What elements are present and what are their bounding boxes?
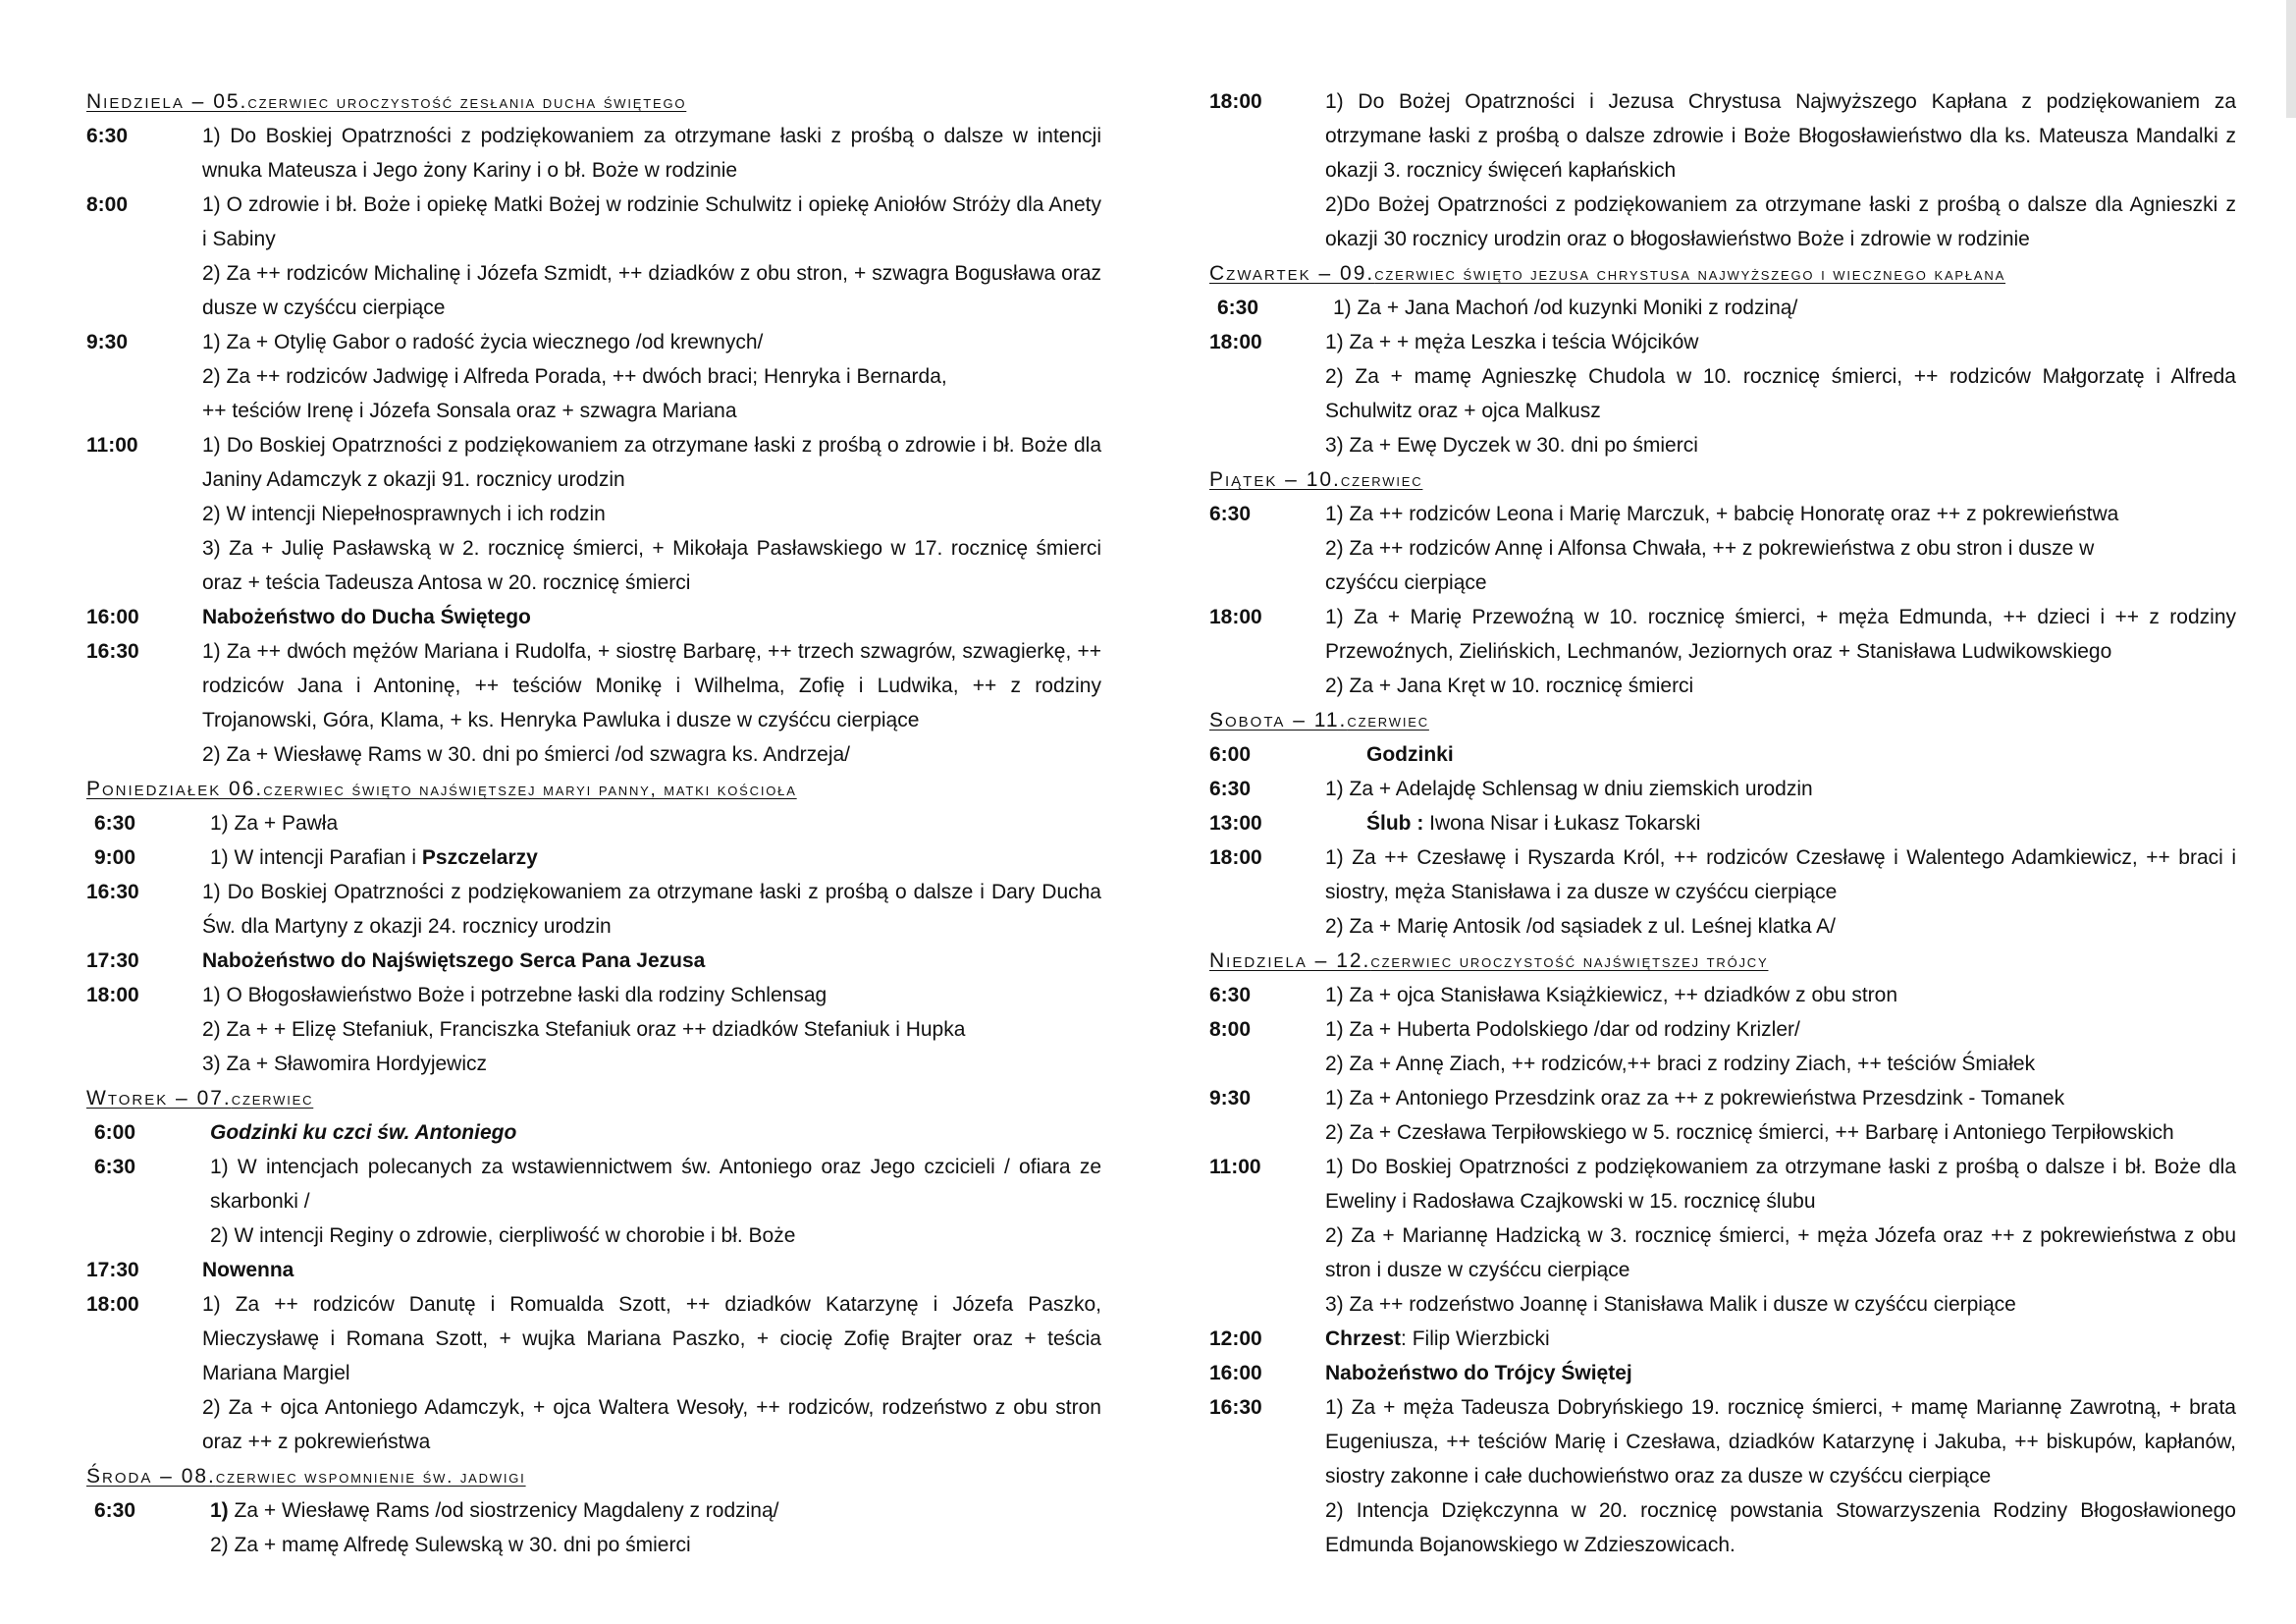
mass-entry — [1209, 1012, 2236, 1081]
intention-body: Nabożeństwo do Najświętszego Serca Pana Jezusa — [202, 949, 706, 972]
day-section — [1209, 944, 2236, 1562]
mass-time: 18:00 — [1209, 90, 1262, 113]
intention-text — [202, 737, 1101, 772]
intention-text — [210, 840, 1101, 875]
mass-time: 6:30 — [1209, 503, 1252, 525]
intention-text — [202, 531, 1101, 600]
mass-intentions — [1325, 737, 2236, 772]
intention-text — [1325, 1322, 2236, 1356]
intention-body: 1) Za + Otylię Gabor o radość życia wiecznego /od krewnych/ — [202, 331, 764, 353]
intention-text — [1325, 1115, 2236, 1150]
day-name: Niedziela – 05. — [86, 90, 248, 113]
mass-time: 6:00 — [1209, 743, 1252, 766]
mass-entry — [86, 600, 1101, 634]
intention-text — [1325, 1081, 2236, 1115]
day-header — [1209, 703, 2236, 737]
mass-intentions — [210, 1493, 1101, 1562]
intention-body: Godzinki — [1366, 743, 1454, 766]
intention-body: ++ teściów Irenę i Józefa Sonsala oraz + szwagra Mariana — [202, 400, 737, 422]
mass-time: 18:00 — [86, 984, 139, 1006]
intention-text — [1325, 909, 2236, 944]
intention-body: 2) Za + mamę Alfredę Sulewską w 30. dni po śmierci — [210, 1534, 691, 1556]
intention-body: 1) W intencji Parafian i — [210, 846, 422, 869]
intention-text — [210, 1115, 1101, 1150]
mass-entry — [86, 1493, 1101, 1562]
intention-tail: Pszczelarzy — [421, 846, 538, 869]
mass-intentions — [1325, 84, 2236, 256]
mass-time: 6:30 — [1209, 984, 1252, 1006]
mass-time: 8:00 — [1209, 1018, 1252, 1041]
intention-body: 1) Za + Jana Machoń /od kuzynki Moniki z rodziną/ — [1333, 297, 1798, 319]
intention-text — [202, 600, 1101, 634]
intention-text — [1325, 1047, 2236, 1081]
intention-body: 2) Za + Wiesławę Rams w 30. dni po śmierci /od szwagra ks. Andrzeja/ — [202, 743, 851, 766]
intention-text — [202, 256, 1101, 325]
mass-intentions — [1325, 1081, 2236, 1150]
mass-entry — [1209, 600, 2236, 703]
day-header — [1209, 462, 2236, 497]
mass-intentions — [202, 325, 1101, 428]
day-section — [1209, 84, 2236, 256]
day-section — [86, 84, 1101, 772]
day-name: Poniedziałek 06. — [86, 778, 264, 800]
mass-time: 6:30 — [94, 812, 136, 835]
day-header — [1209, 944, 2236, 978]
mass-entry — [86, 1287, 1101, 1459]
mass-entry — [86, 1253, 1101, 1287]
day-header — [86, 84, 1101, 119]
intention-text — [1325, 188, 2236, 256]
intention-text — [1325, 497, 2236, 531]
mass-time: 16:00 — [1209, 1362, 1262, 1384]
mass-entry — [1209, 737, 2236, 772]
intention-text — [202, 875, 1101, 944]
mass-time: 18:00 — [86, 1293, 139, 1316]
intention-body: 1) Za + Pawła — [210, 812, 339, 835]
mass-time: 6:00 — [94, 1121, 136, 1144]
mass-time: 9:30 — [1209, 1087, 1252, 1110]
mass-entry — [86, 325, 1101, 428]
intention-text — [1325, 1150, 2236, 1218]
intention-text — [202, 1012, 1101, 1047]
mass-time: 6:30 — [1209, 778, 1252, 800]
day-feast: czerwiec — [1340, 470, 1423, 490]
mass-entry — [86, 875, 1101, 944]
mass-intentions — [1325, 1012, 2236, 1081]
mass-intentions — [1325, 840, 2236, 944]
intention-body: 1) Za ++ dwóch mężów Mariana i Rudolfa, + siostrę Barbarę, ++ trzech szwagrów, szwagierkę, ++ rodziców Jana i Antoninę, ++ teściów Monikę i Wilhelma, Zofię i Ludwika, ++ z rodziny Trojanowski, Góra, Klama, + ks. Henryka Pawluka i dusze w czyśćcu cierpiące — [202, 640, 1101, 731]
day-feast: czerwiec uroczystość zesłania ducha świętego — [247, 92, 687, 112]
intention-body: 2) Za + Annę Ziach, ++ rodziców,++ braci z rodziny Ziach, ++ teściów Śmiałek — [1325, 1053, 2036, 1075]
mass-intentions — [202, 634, 1101, 772]
mass-intentions — [1325, 1390, 2236, 1562]
mass-entry — [86, 634, 1101, 772]
mass-time: 11:00 — [1209, 1156, 1261, 1178]
day-name: Środa – 08. — [86, 1465, 216, 1488]
intention-text — [1325, 1287, 2236, 1322]
day-feast: czerwiec uroczystość najświętszej trójcy — [1370, 951, 1769, 971]
intention-body: 1) Za + + męża Leszka i teścia Wójcików — [1325, 331, 1699, 353]
intention-text — [1325, 1390, 2236, 1493]
intention-text — [210, 1528, 1101, 1562]
day-feast: czerwiec wspomnienie św. jadwigi — [215, 1467, 526, 1487]
day-section — [1209, 703, 2236, 944]
day-section — [1209, 462, 2236, 703]
mass-intentions — [1325, 325, 2236, 462]
mass-time: 6:30 — [86, 125, 129, 147]
intention-text — [1325, 359, 2236, 428]
intention-body: 1) Za ++ Czesławę i Ryszarda Król, ++ rodziców Czesławę i Walentego Adamkiewicz, ++ braci i siostry, męża Stanisława i za dusze w czyśćcu cierpiące — [1325, 846, 2236, 903]
intention-text — [1325, 531, 2236, 566]
mass-time: 9:00 — [94, 846, 136, 869]
intention-body: 1) W intencjach polecanych za wstawiennictwem św. Antoniego oraz Jego czcicieli / ofiara ze skarbonki / — [210, 1156, 1101, 1213]
mass-intentions — [210, 840, 1101, 875]
intention-text — [210, 1218, 1101, 1253]
right-column — [1209, 84, 2236, 1562]
mass-entry — [1209, 1356, 2236, 1390]
intention-text — [1333, 291, 2236, 325]
mass-intentions — [202, 600, 1101, 634]
mass-entry — [86, 188, 1101, 325]
mass-time: 18:00 — [1209, 331, 1262, 353]
intention-body: Iwona Nisar i Łukasz Tokarski — [1423, 812, 1701, 835]
intention-body: 1) Za + Huberta Podolskiego /dar od rodziny Krizler/ — [1325, 1018, 1800, 1041]
intention-body: Nowenna — [202, 1259, 294, 1281]
day-name: Niedziela – 12. — [1209, 949, 1371, 972]
intention-text — [202, 394, 1101, 428]
intention-lead: 1) — [210, 1499, 229, 1522]
intention-text — [1325, 806, 2236, 840]
intention-body: 3) Za + Julię Pasławską w 2. rocznicę śmierci, + Mikołaja Pasławskiego w 17. rocznicę śmierci oraz + teścia Tadeusza Antosa w 20. rocznicę śmierci — [202, 537, 1101, 594]
mass-time: 18:00 — [1209, 846, 1262, 869]
mass-entry — [86, 1115, 1101, 1150]
left-column — [86, 84, 1101, 1562]
intention-text — [1325, 1218, 2236, 1287]
mass-intentions — [202, 875, 1101, 944]
mass-intentions — [202, 119, 1101, 188]
intention-body: Godzinki ku czci św. Antoniego — [210, 1121, 517, 1144]
mass-entry — [1209, 1322, 2236, 1356]
mass-entry — [86, 944, 1101, 978]
mass-intentions — [1325, 978, 2236, 1012]
intention-body: 2) W intencji Niepełnosprawnych i ich rodzin — [202, 503, 606, 525]
intention-body: 1) O Błogosławieństwo Boże i potrzebne łaski dla rodziny Schlensag — [202, 984, 828, 1006]
mass-entry — [1209, 806, 2236, 840]
intention-body: 3) Za + Sławomira Hordyjewicz — [202, 1053, 488, 1075]
intention-body: 1) Za ++ rodziców Leona i Marię Marczuk, + babcię Honoratę oraz ++ z pokrewieństwa — [1325, 503, 2119, 525]
mass-intentions — [1325, 1356, 2236, 1390]
mass-time: 13:00 — [1209, 812, 1262, 835]
day-feast: czerwiec święto najświętszej maryi panny, matki kościoła — [263, 780, 797, 799]
intention-body: 1) Do Boskiej Opatrzności z podziękowaniem za otrzymane łaski z prośbą o dalsze i Dary Ducha Św. dla Martyny z okazji 24. rocznicy urodzin — [202, 881, 1101, 938]
intention-text — [202, 1390, 1101, 1459]
intention-body: 2) Za + Mariannę Hadzicką w 3. rocznicę śmierci, + męża Józefa oraz ++ z pokrewieństwa z obu stron i dusze w czyśćcu cierpiące — [1325, 1224, 2236, 1281]
day-section — [1209, 256, 2236, 462]
mass-time: 6:30 — [94, 1499, 136, 1522]
intention-lead: Ślub : — [1366, 812, 1424, 835]
mass-time: 18:00 — [1209, 606, 1262, 628]
mass-time: 16:30 — [1209, 1396, 1262, 1419]
intention-text — [202, 944, 1101, 978]
mass-time: 6:30 — [1217, 297, 1259, 319]
mass-entry — [1209, 291, 2236, 325]
mass-entry — [1209, 325, 2236, 462]
mass-intentions — [1333, 291, 2236, 325]
intention-body: 3) Za + Ewę Dyczek w 30. dni po śmierci — [1325, 434, 1698, 457]
intention-text — [1325, 428, 2236, 462]
mass-intentions — [210, 806, 1101, 840]
intention-body: : Filip Wierzbicki — [1401, 1327, 1550, 1350]
intention-text — [202, 188, 1101, 256]
intention-body: 1) Do Bożej Opatrzności i Jezusa Chrystusa Najwyższego Kapłana z podziękowaniem za otrzymane łaski z prośbą o dalsze zdrowie i Boże Błogosławieństwo dla ks. Mateusza Mandalki z okazji 3. rocznicy święceń kapłańskich — [1325, 90, 2236, 182]
intention-body: 3) Za ++ rodzeństwo Joannę i Stanisława Malik i dusze w czyśćcu cierpiące — [1325, 1293, 2016, 1316]
intention-body: 1) O zdrowie i bł. Boże i opiekę Matki Bożej w rodzinie Schulwitz i opiekę Aniołów Stróży dla Anety i Sabiny — [202, 193, 1101, 250]
mass-time: 16:30 — [86, 881, 139, 903]
intention-body: Nabożeństwo do Trójcy Świętej — [1325, 1362, 1632, 1384]
day-name: Wtorek – 07. — [86, 1087, 232, 1110]
mass-intentions — [1325, 772, 2236, 806]
intention-body: 1) Za + ojca Stanisława Książkiewicz, ++ dziadków z obu stron — [1325, 984, 1898, 1006]
mass-entry — [1209, 1390, 2236, 1562]
intention-body: 1) Do Boskiej Opatrzności z podziękowaniem za otrzymane łaski z prośbą o dalsze w intencji wnuka Mateusza i Jego żony Kariny i o bł. Boże w rodzinie — [202, 125, 1101, 182]
intention-text — [202, 634, 1101, 737]
intention-body: 2) Za + + Elizę Stefaniuk, Franciszka Stefaniuk oraz ++ dziadków Stefaniuk i Hupka — [202, 1018, 966, 1041]
intention-body: 2) Za + ojca Antoniego Adamczyk, + ojca Waltera Wesoły, ++ rodziców, rodzeństwo z obu stron oraz ++ z pokrewieństwa — [202, 1396, 1101, 1453]
intention-text — [1325, 84, 2236, 188]
intention-body: czyśćcu cierpiące — [1325, 571, 1487, 594]
mass-entry — [86, 1150, 1101, 1253]
mass-entry — [1209, 84, 2236, 256]
day-section — [86, 1081, 1101, 1459]
intention-body: 2) Za ++ rodziców Annę i Alfonsa Chwała, ++ z pokrewieństwa z obu stron i dusze w — [1325, 537, 2095, 560]
intention-text — [202, 1047, 1101, 1081]
intention-text — [202, 978, 1101, 1012]
intention-text — [1325, 325, 2236, 359]
intention-body: 1) Za + Adelajdę Schlensag w dniu ziemskich urodzin — [1325, 778, 1813, 800]
mass-entry — [1209, 1150, 2236, 1322]
mass-intentions — [1325, 806, 2236, 840]
mass-time: 17:30 — [86, 949, 139, 972]
intention-body: Za + Wiesławę Rams /od siostrzenicy Magdaleny z rodziną/ — [228, 1499, 779, 1522]
mass-time: 8:00 — [86, 193, 129, 216]
intention-text — [210, 806, 1101, 840]
day-name: Piątek – 10. — [1209, 468, 1341, 491]
mass-intentions — [202, 944, 1101, 978]
intention-body: 1) Za + Marię Przewoźną w 10. rocznicę śmierci, + męża Edmunda, ++ dzieci i ++ z rodziny Przewoźnych, Zielińskich, Lechmanów, Jeziornych oraz + Stanisława Ludwikowskiego — [1325, 606, 2236, 663]
mass-intentions — [210, 1150, 1101, 1253]
day-name: Czwartek – 09. — [1209, 262, 1375, 285]
intention-lead: Chrzest — [1325, 1327, 1402, 1350]
day-header — [1209, 256, 2236, 291]
intention-text — [202, 1287, 1101, 1390]
day-section — [86, 1459, 1101, 1562]
day-header — [86, 1459, 1101, 1493]
mass-entry — [1209, 840, 2236, 944]
mass-intentions — [202, 188, 1101, 325]
day-feast: czerwiec — [1347, 711, 1429, 731]
mass-intentions — [1325, 497, 2236, 600]
intention-text — [1325, 772, 2236, 806]
day-name: Sobota – 11. — [1209, 709, 1348, 731]
intention-text — [202, 325, 1101, 359]
intention-text — [1325, 1012, 2236, 1047]
intention-text — [1325, 1356, 2236, 1390]
intention-text — [1325, 737, 2236, 772]
mass-time: 11:00 — [86, 434, 138, 457]
intention-text — [202, 1253, 1101, 1287]
intention-body: 2)Do Bożej Opatrzności z podziękowaniem za otrzymane łaski z prośbą o dalsze dla Agnieszki z okazji 30 rocznicy urodzin oraz o błogosławieństwo Boże i zdrowie w rodzinie — [1325, 193, 2236, 250]
mass-intentions — [202, 428, 1101, 600]
mass-time: 9:30 — [86, 331, 129, 353]
mass-intentions — [210, 1115, 1101, 1150]
intention-body: 2) Za + Jana Kręt w 10. rocznicę śmierci — [1325, 675, 1694, 697]
mass-entry — [1209, 978, 2236, 1012]
intention-body: 2) W intencji Reginy o zdrowie, cierpliwość w chorobie i bł. Boże — [210, 1224, 796, 1247]
day-section — [86, 772, 1101, 1081]
day-header — [86, 1081, 1101, 1115]
mass-entry — [86, 840, 1101, 875]
intention-text — [1325, 978, 2236, 1012]
mass-entry — [1209, 772, 2236, 806]
mass-intentions — [202, 978, 1101, 1081]
mass-intentions — [202, 1287, 1101, 1459]
intention-body: 1) Do Boskiej Opatrzności z podziękowaniem za otrzymane łaski z prośbą o zdrowie i bł. Boże dla Janiny Adamczyk z okazji 91. rocznicy urodzin — [202, 434, 1101, 491]
intention-text — [1325, 840, 2236, 909]
mass-time: 16:00 — [86, 606, 139, 628]
mass-entry — [86, 806, 1101, 840]
mass-entry — [1209, 497, 2236, 600]
mass-entry — [1209, 1081, 2236, 1150]
intention-text — [1325, 566, 2236, 600]
day-header — [86, 772, 1101, 806]
mass-entry — [86, 978, 1101, 1081]
intention-text — [202, 119, 1101, 188]
intention-text — [202, 497, 1101, 531]
intention-body: 2) Intencja Dziękczynna w 20. rocznicę powstania Stowarzyszenia Rodziny Błogosławionego Edmunda Bojanowskiego w Zdzieszowicach. — [1325, 1499, 2236, 1556]
mass-intentions — [1325, 1150, 2236, 1322]
intention-body: Nabożeństwo do Ducha Świętego — [202, 606, 531, 628]
intention-text — [1325, 1493, 2236, 1562]
intention-text — [1325, 600, 2236, 669]
intention-text — [202, 428, 1101, 497]
mass-entry — [86, 428, 1101, 600]
intention-body: 2) Za ++ rodziców Jadwigę i Alfreda Porada, ++ dwóch braci; Henryka i Bernarda, — [202, 365, 947, 388]
mass-intentions — [1325, 600, 2236, 703]
mass-time: 6:30 — [94, 1156, 136, 1178]
mass-time: 16:30 — [86, 640, 139, 663]
mass-time: 12:00 — [1209, 1327, 1262, 1350]
intention-text — [202, 359, 1101, 394]
intention-body: 2) Za + mamę Agnieszkę Chudola w 10. rocznicę śmierci, ++ rodziców Małgorzatę i Alfreda Schulwitz oraz + ojca Malkusz — [1325, 365, 2236, 422]
scrollbar[interactable] — [2286, 0, 2296, 118]
intention-text — [1325, 669, 2236, 703]
intention-body: 2) Za ++ rodziców Michalinę i Józefa Szmidt, ++ dziadków z obu stron, + szwagra Bogusława oraz dusze w czyśćcu cierpiące — [202, 262, 1101, 319]
day-feast: czerwiec święto jezusa chrystusa najwyższego i wiecznego kapłana — [1374, 264, 2006, 284]
mass-time: 17:30 — [86, 1259, 139, 1281]
mass-intentions — [202, 1253, 1101, 1287]
intention-body: 1) Do Boskiej Opatrzności z podziękowaniem za otrzymane łaski z prośbą o dalsze i bł. Boże dla Eweliny i Radosława Czajkowski w 15. rocznicę ślubu — [1325, 1156, 2236, 1213]
intention-text — [210, 1150, 1101, 1218]
intention-body: 1) Za ++ rodziców Danutę i Romualda Szott, ++ dziadków Katarzynę i Józefa Paszko, Mieczysławę i Romana Szott, + wujka Mariana Paszko, + ciocię Zofię Brajter oraz + teścia Mariana Margiel — [202, 1293, 1101, 1384]
mass-intentions — [1325, 1322, 2236, 1356]
mass-entry — [86, 119, 1101, 188]
intention-text — [210, 1493, 1101, 1528]
intention-body: 2) Za + Czesława Terpiłowskiego w 5. rocznicę śmierci, ++ Barbarę i Antoniego Terpiłowskich — [1325, 1121, 2174, 1144]
day-feast: czerwiec — [231, 1089, 314, 1109]
intention-body: 1) Za + Antoniego Przesdzink oraz za ++ z pokrewieństwa Przesdzink - Tomanek — [1325, 1087, 2065, 1110]
intention-body: 1) Za + męża Tadeusza Dobryńskiego 19. rocznicę śmierci, + mamę Mariannę Zawrotną, + brata Eugeniusza, ++ teściów Marię i Czesława, dziadków Katarzynę i Jakuba, ++ biskupów, kapłanów, siostry zakonne i całe duchowieństwo oraz za dusze w czyśćcu cierpiące — [1325, 1396, 2236, 1488]
intention-body: 2) Za + Marię Antosik /od sąsiadek z ul. Leśnej klatka A/ — [1325, 915, 1837, 938]
